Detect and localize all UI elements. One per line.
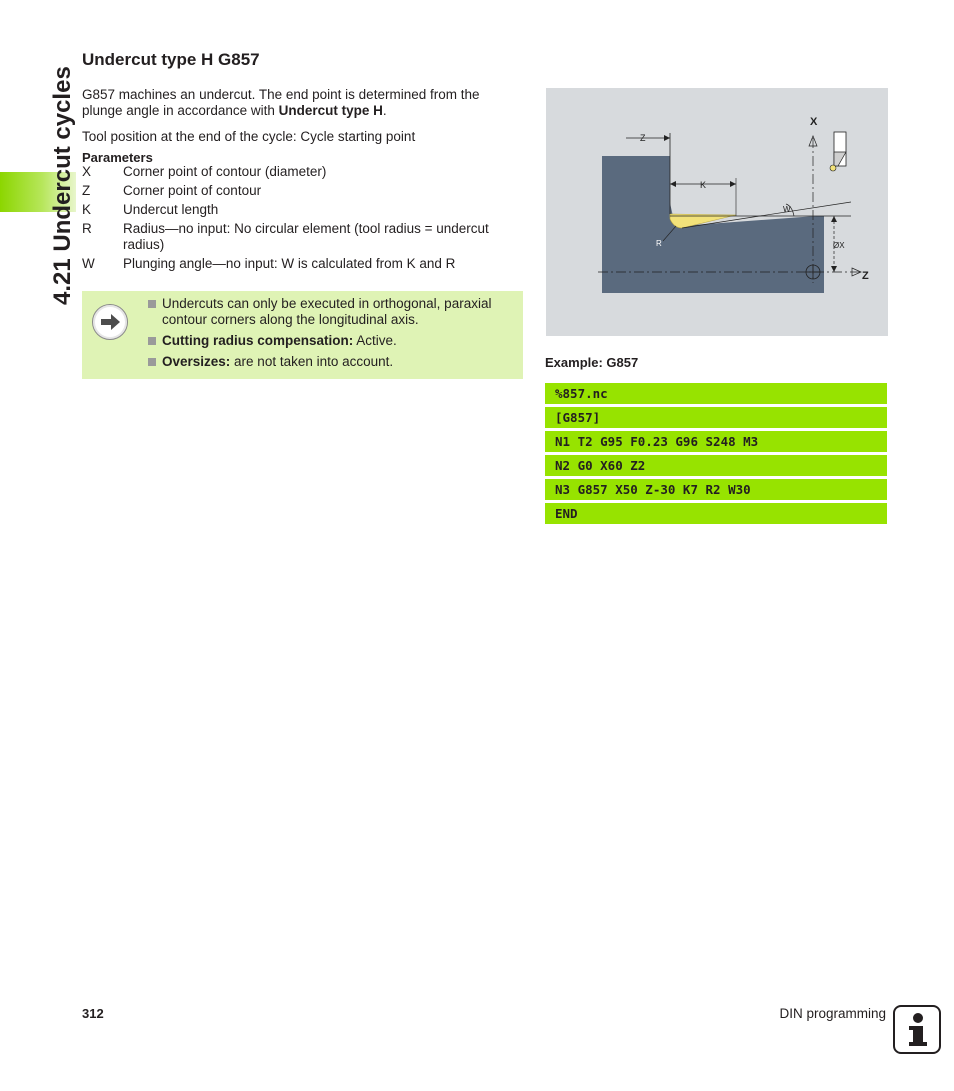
parameter-key: W xyxy=(82,256,95,271)
note-items xyxy=(148,296,518,375)
parameter-row xyxy=(82,221,522,253)
parameters-title: Parameters xyxy=(82,150,153,165)
parameter-desc: Corner point of contour (diameter) xyxy=(123,164,327,179)
intro-bold-term: Undercut type H xyxy=(278,103,383,118)
section-heading: Undercut type H G857 xyxy=(82,50,260,69)
note-box xyxy=(82,291,523,379)
note-item xyxy=(148,333,518,349)
chapter-title: 4.21 Undercut cycles xyxy=(49,66,76,305)
k-dimension-label: K xyxy=(700,180,707,190)
x-dimension-label: ØX xyxy=(833,241,845,250)
code-line: [G857] xyxy=(545,407,887,428)
footer-text: DIN programming xyxy=(779,1006,886,1021)
undercut-figure xyxy=(546,88,888,336)
r-radius-label: R xyxy=(656,239,662,248)
parameter-desc: Undercut length xyxy=(123,202,219,217)
note-item-text: Active. xyxy=(353,333,397,348)
example-title: Example: G857 xyxy=(545,355,639,370)
bullet-square-icon xyxy=(148,337,156,345)
arrow-right-icon-graphic xyxy=(93,305,127,339)
note-item-bold: Cutting radius compensation: xyxy=(162,333,354,348)
x-axis-label: X xyxy=(810,116,818,128)
tool-nose xyxy=(830,165,836,171)
code-line: END xyxy=(545,503,887,524)
z-axis-label: Z xyxy=(862,270,869,282)
w-angle-label: W xyxy=(783,205,791,214)
bullet-square-icon xyxy=(148,300,156,308)
parameter-row xyxy=(82,202,522,218)
parameter-desc: Radius—no input: No circular element (tool radius = undercut radius) xyxy=(123,221,489,252)
parameter-key: R xyxy=(82,221,92,236)
intro-paragraph xyxy=(82,87,522,119)
parameter-key: K xyxy=(82,202,92,217)
arrow-right-icon xyxy=(92,304,128,340)
note-item-text: are not taken into account. xyxy=(230,354,394,369)
intro-text: G857 machines an undercut. The end point is determined from the plunge angle in accordance with xyxy=(82,87,480,118)
workpiece-shape xyxy=(602,156,824,293)
note-item-text: Undercuts can only be executed in orthogonal, paraxial contour corners along the longitudinal axis. xyxy=(162,296,492,327)
code-line: N1 T2 G95 F0.23 G96 S248 M3 xyxy=(545,431,887,452)
intro-end: . xyxy=(382,103,387,118)
note-item xyxy=(148,296,518,328)
parameter-desc: Corner point of contour xyxy=(123,183,262,198)
parameters-list xyxy=(82,164,522,275)
note-item-bold: Oversizes: xyxy=(162,354,231,369)
bullet-square-icon xyxy=(148,358,156,366)
parameter-row xyxy=(82,183,522,199)
parameter-key: X xyxy=(82,164,92,179)
code-line: N3 G857 X50 Z-30 K7 R2 W30 xyxy=(545,479,887,500)
undercut-diagram xyxy=(546,88,888,336)
tool-position-text: Tool position at the end of the cycle: Cycle starting point xyxy=(82,129,416,144)
parameter-key: Z xyxy=(82,183,91,198)
code-line: %857.nc xyxy=(545,383,887,404)
code-line: N2 G0 X60 Z2 xyxy=(545,455,887,476)
code-listing xyxy=(545,383,887,527)
z-dimension-label: Z xyxy=(640,133,646,143)
page-number: 312 xyxy=(82,1006,104,1021)
info-icon xyxy=(893,1005,941,1054)
parameter-desc: Plunging angle—no input: W is calculated from K and R xyxy=(123,256,456,271)
info-icon-graphic xyxy=(895,1007,939,1052)
parameter-row xyxy=(82,164,522,180)
note-item xyxy=(148,354,518,370)
parameter-row xyxy=(82,256,522,272)
